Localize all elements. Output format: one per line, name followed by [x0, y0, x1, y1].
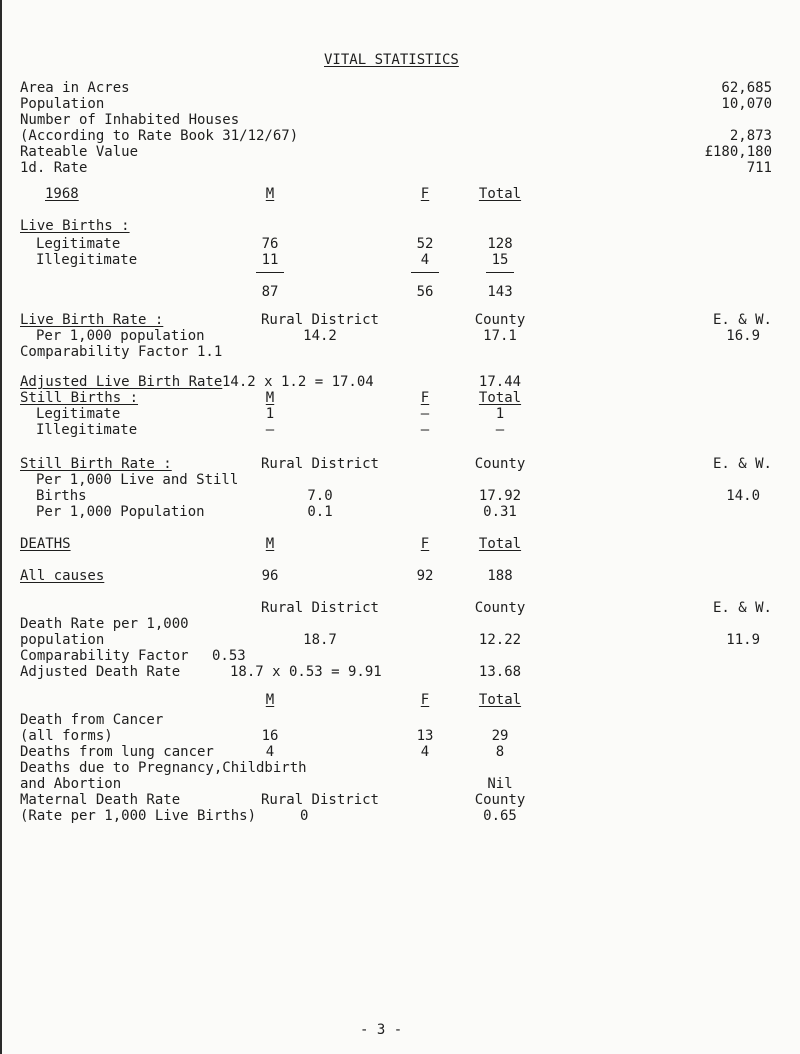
lung-label: Deaths from lung cancer: [20, 744, 214, 760]
still-birth-rate-heading: Still Birth Rate :: [20, 456, 172, 472]
sb-col-f: F: [420, 390, 430, 406]
births-total-f: 56: [416, 284, 434, 300]
col-total: Total: [478, 186, 522, 202]
population-label: Population: [20, 96, 105, 112]
death-rate-ew: 11.9: [726, 632, 760, 648]
still-births-heading: Still Births :: [20, 390, 139, 406]
d-ew-col: E. & W.: [712, 600, 772, 616]
sbr-row2-county: 0.31: [483, 504, 517, 520]
cancer-label: Death from Cancer: [20, 712, 164, 728]
d-col-m: M: [265, 536, 275, 552]
pregnancy-label-2: and Abortion: [20, 776, 122, 792]
legit-total: 128: [487, 236, 513, 252]
rd-col: Rural District: [260, 312, 379, 328]
sbr-county-col: County: [474, 456, 526, 472]
illegit-m: 11: [261, 252, 279, 268]
lbr-ew: 16.9: [726, 328, 760, 344]
legit-m: 76: [261, 236, 279, 252]
sbr-ew-col: E. & W.: [712, 456, 772, 472]
cancer-m: 16: [261, 728, 279, 744]
lbr-rd: 14.2: [303, 328, 337, 344]
live-births-heading: Live Births :: [20, 218, 130, 234]
sbr-row1-label-2: Births: [36, 488, 87, 504]
illegit-f: 4: [420, 252, 430, 268]
year-heading: 1968: [45, 186, 79, 202]
page-number: - 3 -: [360, 1022, 403, 1038]
all-causes-label: All causes: [20, 568, 105, 584]
per-pop-label: Per 1,000 population: [36, 328, 205, 344]
county-col: County: [474, 312, 526, 328]
houses-label-2: (According to Rate Book 31/12/67): [20, 128, 299, 144]
death-rate-label: Death Rate per 1,000: [20, 616, 189, 632]
rateable-value: £180,180: [704, 144, 772, 160]
all-causes-m: 96: [261, 568, 279, 584]
d-rd-col: Rural District: [260, 600, 379, 616]
adjusted-lbr-calc: 14.2 x 1.2 = 17.04: [222, 374, 374, 390]
sb-col-m: M: [265, 390, 275, 406]
adjusted-lbr-county: 17.44: [478, 374, 522, 390]
maternal-rd-col: Rural District: [260, 792, 379, 808]
page-title: VITAL STATISTICS: [324, 52, 459, 68]
houses-value: 2,873: [729, 128, 772, 144]
sum-line-m: [256, 272, 284, 273]
col-f: F: [420, 186, 430, 202]
death-rate-rd: 18.7: [303, 632, 337, 648]
deaths-heading: DEATHS: [20, 536, 71, 552]
sbr-row2-rd: 0.1: [307, 504, 333, 520]
maternal-label: Maternal Death Rate: [20, 792, 181, 808]
sb-col-total: Total: [478, 390, 522, 406]
cancer-f: 13: [416, 728, 434, 744]
c-col-total: Total: [478, 692, 522, 708]
sb-illegit-m: –: [265, 422, 275, 438]
houses-label: Number of Inhabited Houses: [20, 112, 240, 128]
area-value: 62,685: [721, 80, 772, 96]
death-comp-label: Comparability Factor: [20, 648, 189, 664]
adj-death-label: Adjusted Death Rate: [20, 664, 181, 680]
pregnancy-total: Nil: [487, 776, 513, 792]
sbr-row2-label: Per 1,000 Population: [36, 504, 205, 520]
lbr-comparability: Comparability Factor 1.1: [20, 344, 223, 360]
population-value: 10,070: [721, 96, 772, 112]
all-causes-f: 92: [416, 568, 434, 584]
scan-edge: [0, 0, 2, 1054]
lbr-county: 17.1: [483, 328, 517, 344]
sb-legit-label: Legitimate: [36, 406, 121, 422]
d-col-total: Total: [478, 536, 522, 552]
maternal-rd: 0: [300, 808, 309, 824]
rate-label: 1d. Rate: [20, 160, 88, 176]
births-total-m: 87: [261, 284, 279, 300]
live-birth-rate-heading: Live Birth Rate :: [20, 312, 164, 328]
lung-f: 4: [420, 744, 430, 760]
maternal-county-col: County: [474, 792, 526, 808]
d-county-col: County: [474, 600, 526, 616]
maternal-county: 0.65: [483, 808, 517, 824]
rateable-label: Rateable Value: [20, 144, 139, 160]
ew-col: E. & W.: [712, 312, 772, 328]
sbr-row1-ew: 14.0: [726, 488, 760, 504]
cancer-label-2: (all forms): [20, 728, 113, 744]
death-rate-county: 12.22: [478, 632, 522, 648]
adjusted-lbr-label: Adjusted Live Birth Rate: [20, 374, 223, 390]
rate-value: 711: [746, 160, 772, 176]
death-rate-label-2: population: [20, 632, 105, 648]
births-total: 143: [487, 284, 513, 300]
cancer-total: 29: [491, 728, 509, 744]
pregnancy-label: Deaths due to Pregnancy,Childbirth: [20, 760, 307, 776]
adj-death-calc: 18.7 x 0.53 = 9.91: [230, 664, 382, 680]
maternal-label-2: (Rate per 1,000 Live Births): [20, 808, 257, 824]
legit-label: Legitimate: [36, 236, 121, 252]
d-col-f: F: [420, 536, 430, 552]
sb-legit-m: 1: [265, 406, 275, 422]
sum-line-total: [486, 272, 514, 273]
col-m: M: [265, 186, 275, 202]
sbr-row1-county: 17.92: [478, 488, 522, 504]
sbr-row1-label: Per 1,000 Live and Still: [36, 472, 239, 488]
sb-illegit-f: –: [420, 422, 430, 438]
sb-illegit-label: Illegitimate: [36, 422, 138, 438]
legit-f: 52: [416, 236, 434, 252]
all-causes-total: 188: [487, 568, 513, 584]
adj-death-county: 13.68: [478, 664, 522, 680]
c-col-m: M: [265, 692, 275, 708]
sbr-rd-col: Rural District: [260, 456, 379, 472]
illegit-total: 15: [491, 252, 509, 268]
area-label: Area in Acres: [20, 80, 130, 96]
c-col-f: F: [420, 692, 430, 708]
sbr-row1-rd: 7.0: [307, 488, 333, 504]
sb-illegit-total: –: [495, 422, 505, 438]
lung-m: 4: [265, 744, 275, 760]
sum-line-f: [411, 272, 439, 273]
illegit-label: Illegitimate: [36, 252, 138, 268]
sb-legit-f: –: [420, 406, 430, 422]
lung-total: 8: [495, 744, 505, 760]
sb-legit-total: 1: [495, 406, 505, 422]
death-comp-value: 0.53: [212, 648, 246, 664]
